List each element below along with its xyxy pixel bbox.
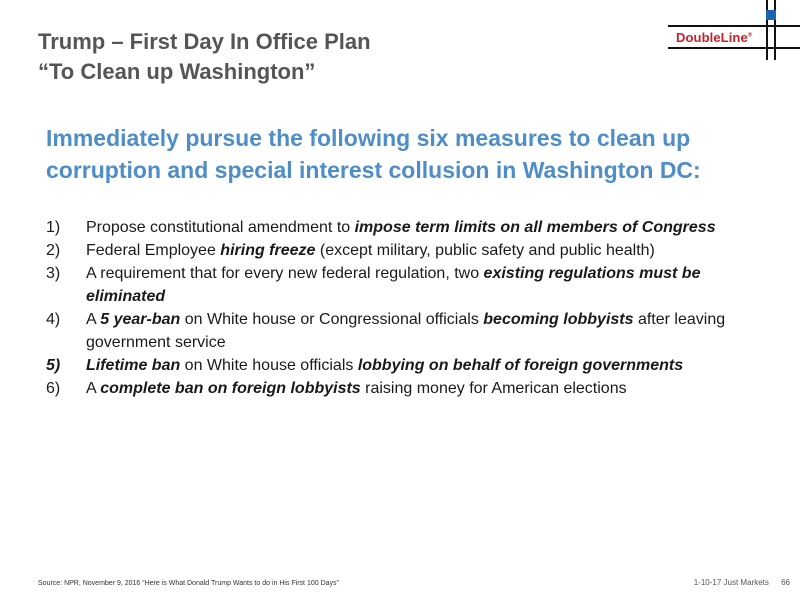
logo-blue-square	[766, 10, 776, 20]
logo-rule-bottom	[668, 47, 800, 49]
measure-phrase: A requirement that for every new federal regulation, two	[86, 265, 484, 282]
measure-emphasis: 5 year-ban	[100, 311, 181, 328]
measure-number: 4)	[46, 311, 61, 328]
measure-number: 6)	[46, 380, 61, 397]
measure-number: 3)	[46, 265, 61, 282]
measure-text	[86, 354, 776, 377]
measure-phrase: A	[86, 311, 101, 328]
title-line-1: Trump – First Day In Office Plan	[38, 29, 371, 54]
measure-phrase: A	[86, 380, 101, 397]
measure-item	[46, 377, 776, 400]
measure-text	[86, 239, 776, 262]
measure-phrase: on White house officials	[180, 357, 358, 374]
measure-phrase: Federal Employee	[86, 242, 221, 259]
measure-number: 1)	[46, 219, 61, 236]
logo-rule-vertical-left	[766, 0, 768, 60]
doubleline-logo	[676, 30, 752, 45]
measure-item	[46, 308, 776, 354]
measure-emphasis: impose term limits on all members of Congress	[354, 219, 716, 236]
measure-text	[86, 262, 776, 308]
measure-item	[46, 216, 776, 239]
source-note: Source: NPR, November 9, 2016 “Here is What Donald Trump Wants to do in His First 100 Days”	[38, 580, 339, 587]
measure-item	[46, 239, 776, 262]
measure-emphasis: becoming lobbyists	[483, 311, 634, 328]
deck-label: 1-10-17 Just Markets	[693, 578, 769, 587]
measure-item	[46, 262, 776, 308]
measure-phrase: (except military, public safety and public health)	[315, 242, 655, 259]
page-number: 66	[781, 578, 790, 587]
measure-number: 2)	[46, 242, 61, 259]
title-line-2: “To Clean up Washington”	[38, 59, 316, 84]
headline: Immediately pursue the following six measures to clean up corruption and special interest collusion in Washington DC:	[46, 125, 701, 183]
measure-item	[46, 354, 776, 377]
measure-phrase: after leaving government service	[86, 311, 726, 351]
measure-emphasis: complete ban on foreign lobbyists	[100, 380, 361, 397]
measures-list	[46, 216, 776, 400]
logo-text: DoubleLine	[676, 30, 748, 45]
registered-mark: ®	[747, 32, 753, 39]
measure-emphasis: lobbying on behalf of foreign governments	[357, 357, 684, 374]
measure-phrase: Propose constitutional amendment to	[86, 219, 355, 236]
measure-emphasis: existing regulations must be eliminated	[86, 265, 701, 305]
measure-emphasis: hiring freeze	[220, 242, 316, 259]
measure-number: 5)	[46, 357, 61, 374]
footer-meta	[684, 578, 790, 587]
measure-text	[86, 377, 776, 400]
measure-text	[86, 308, 776, 354]
logo-rule-vertical-right	[774, 0, 776, 60]
logo-rule-top	[668, 25, 800, 27]
slide-title	[38, 27, 371, 87]
measure-text	[86, 216, 776, 239]
measure-emphasis: Lifetime ban	[86, 357, 181, 374]
measure-phrase: raising money for American elections	[360, 380, 627, 397]
measure-phrase: on White house or Congressional officials	[180, 311, 484, 328]
